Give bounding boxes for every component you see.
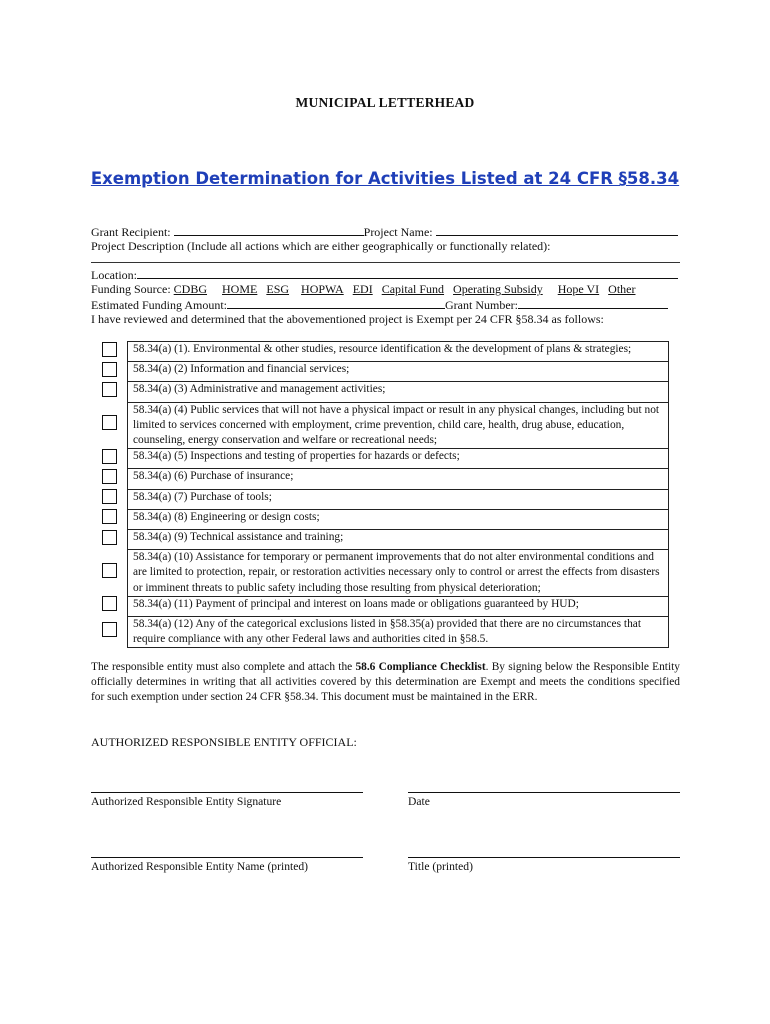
checkbox-58-34-a-5[interactable] — [102, 449, 117, 464]
checklist-row — [91, 550, 669, 597]
exemption-text: 58.34(a) (3) Administrative and management activities; — [128, 382, 669, 402]
date-label: Date — [408, 795, 430, 808]
funding-option-cdbg[interactable]: CDBG — [173, 282, 208, 296]
grant-recipient-label: Grant Recipient: — [91, 225, 171, 239]
authorized-heading: AUTHORIZED RESPONSIBLE ENTITY OFFICIAL: — [91, 735, 357, 749]
funding-option-hopwa[interactable]: HOPWA — [301, 282, 344, 296]
checkbox-58-34-a-8[interactable] — [102, 509, 117, 524]
project-description-label: Project Description (Include all actions which are either geographically or functionally related): — [91, 239, 551, 253]
checkbox-58-34-a-1[interactable] — [102, 342, 117, 357]
checkbox-58-34-a-10[interactable] — [102, 563, 117, 578]
title-line[interactable] — [408, 857, 680, 858]
checklist-row — [91, 402, 669, 449]
exemption-text: 58.34(a) (7) Purchase of tools; — [128, 489, 669, 509]
name-line[interactable] — [91, 857, 363, 858]
exemption-text: 58.34(a) (4) Public services that will not have a physical impact or result in any physical changes, including but not limited to services concerned with employment, crime prevention, child care, health, drug abuse, education, counseling, energy conservation and welfare or recreational needs; — [128, 402, 669, 449]
exemption-text: 58.34(a) (6) Purchase of insurance; — [128, 469, 669, 489]
paragraph-pre: The responsible entity must also complete and attach the — [91, 661, 356, 673]
funding-source-label: Funding Source: — [91, 282, 171, 296]
amount-row — [91, 297, 668, 312]
checklist-row — [91, 382, 669, 402]
grant-number-field[interactable] — [518, 297, 668, 309]
estimated-amount-field[interactable] — [227, 297, 445, 309]
checklist-row — [91, 342, 669, 362]
signature-label: Authorized Responsible Entity Signature — [91, 795, 282, 808]
funding-option-home[interactable]: HOME — [222, 282, 258, 296]
funding-source-row — [91, 282, 635, 296]
checkbox-58-34-a-11[interactable] — [102, 596, 117, 611]
checklist-row — [91, 509, 669, 529]
funding-option-hope-vi[interactable]: Hope VI — [557, 282, 600, 296]
exemption-text: 58.34(a) (5) Inspections and testing of properties for hazards or defects; — [128, 449, 669, 469]
checklist-row — [91, 596, 669, 616]
checklist-row — [91, 449, 669, 469]
exemption-text: 58.34(a) (1). Environmental & other studies, resource identification & the development of plans & strategies; — [128, 342, 669, 362]
checkbox-58-34-a-4[interactable] — [102, 415, 117, 430]
checkbox-58-34-a-6[interactable] — [102, 469, 117, 484]
estimated-amount-label: Estimated Funding Amount: — [91, 298, 228, 312]
title-label: Title (printed) — [408, 860, 473, 873]
grant-recipient-field[interactable] — [174, 224, 364, 236]
compliance-checklist-ref: 58.6 Compliance Checklist — [355, 661, 486, 673]
funding-option-edi[interactable]: EDI — [352, 282, 373, 296]
funding-option-operating-subsidy[interactable]: Operating Subsidy — [453, 282, 543, 296]
paragraph-post: . By signing below the Responsible Entity officially determines in writing that all activities covered by this determination are Exempt and meets the conditions specified for such exemption under section 24 CFR §58.34. This document must be maintained in the ERR. — [91, 661, 680, 704]
project-name-label: Project Name: — [363, 225, 433, 239]
exemption-checklist — [91, 341, 669, 648]
name-label: Authorized Responsible Entity Name (printed) — [91, 860, 309, 873]
checkbox-58-34-a-3[interactable] — [102, 382, 117, 397]
date-line[interactable] — [408, 792, 680, 793]
checkbox-58-34-a-9[interactable] — [102, 530, 117, 545]
checkbox-58-34-a-7[interactable] — [102, 489, 117, 504]
checkbox-58-34-a-12[interactable] — [102, 622, 117, 637]
location-label: Location: — [91, 268, 137, 282]
letterhead: MUNICIPAL LETTERHEAD — [295, 95, 475, 110]
location-field[interactable] — [137, 267, 678, 279]
exemption-text: 58.34(a) (8) Engineering or design costs; — [128, 509, 669, 529]
funding-option-esg[interactable]: ESG — [266, 282, 290, 296]
compliance-paragraph — [91, 660, 680, 706]
project-name-field[interactable] — [436, 224, 678, 236]
funding-option-capital-fund[interactable]: Capital Fund — [381, 282, 445, 296]
grant-number-label: Grant Number: — [445, 298, 518, 312]
funding-option-other[interactable]: Other — [608, 282, 636, 296]
exemption-text: 58.34(a) (10) Assistance for temporary or permanent improvements that do not alter environmental conditions and are limited to protection, repair, or restoration activities necessary only to control or arrest the effects from disasters or imminent threats to public safety including those resulting from physical deterioration; — [128, 550, 669, 597]
grant-recipient-row — [91, 224, 678, 239]
checklist-row — [91, 362, 669, 382]
checkbox-58-34-a-2[interactable] — [102, 362, 117, 377]
exemption-text: 58.34(a) (2) Information and financial services; — [128, 362, 669, 382]
checklist-row — [91, 469, 669, 489]
exemption-text: 58.34(a) (11) Payment of principal and interest on loans made or obligations guaranteed by HUD; — [128, 596, 669, 616]
exemption-text: 58.34(a) (9) Technical assistance and training; — [128, 530, 669, 550]
checklist-row — [91, 617, 669, 648]
checklist-row — [91, 489, 669, 509]
signature-line[interactable] — [91, 792, 363, 793]
review-statement: I have reviewed and determined that the abovementioned project is Exempt per 24 CFR §58.34 as follows: — [91, 312, 604, 326]
project-description-field[interactable] — [91, 262, 680, 263]
exemption-text: 58.34(a) (12) Any of the categorical exclusions listed in §58.35(a) provided that there are no circumstances that require compliance with any other Federal laws and authorities cited in §58.5. — [128, 617, 669, 648]
page-title: Exemption Determination for Activities Listed at 24 CFR §58.34 — [90, 169, 680, 188]
location-row — [91, 267, 678, 282]
checklist-row — [91, 530, 669, 550]
